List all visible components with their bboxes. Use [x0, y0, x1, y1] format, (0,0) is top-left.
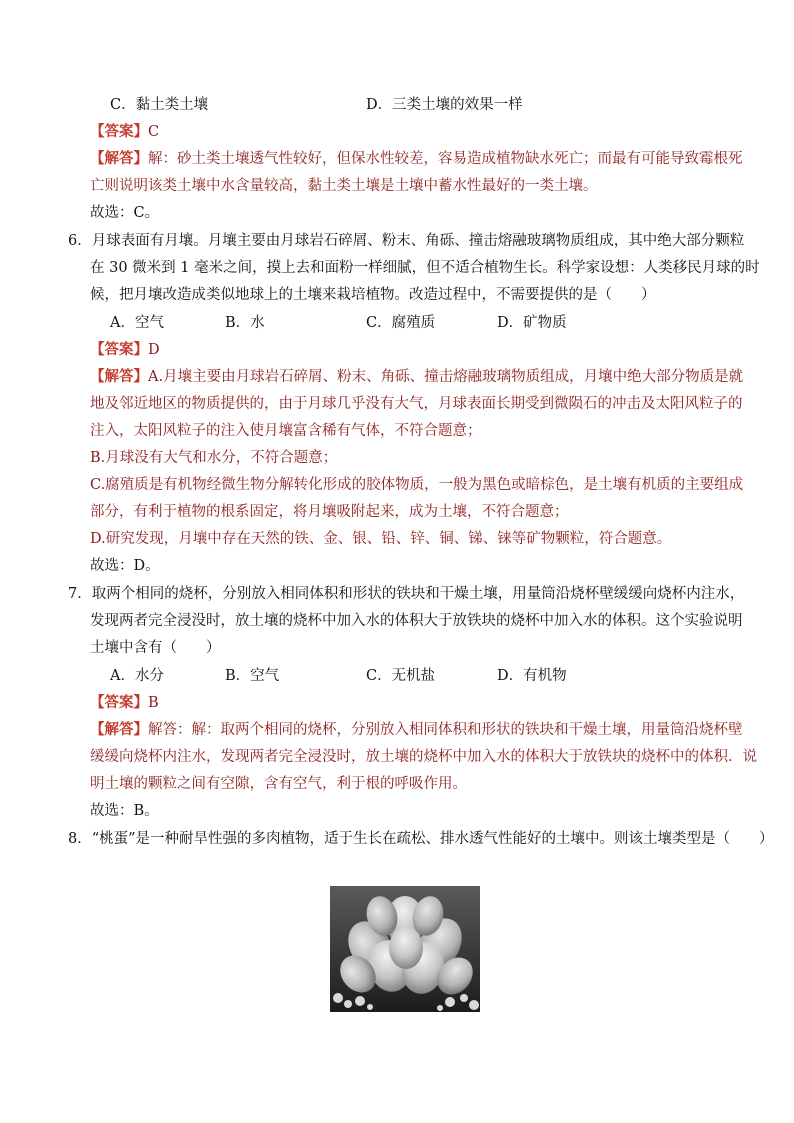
q8-stem-line-1: 8．“桃蛋”是一种耐旱性强的多肉植物，适于生长在疏松、排水透气性能好的土壤中。则该土壤类型是（ ） [68, 831, 774, 847]
q7-option-a: A．水分 [110, 668, 164, 684]
q5-option-c: C．黏土类土壤 [110, 97, 209, 113]
q5-option-d: D．三类土壤的效果一样 [366, 97, 523, 113]
q7-answer-line [90, 693, 159, 713]
answer-value: B [148, 695, 159, 711]
q7-stem-line-2: 发现两者完全浸没时，放土壤的烧杯中加入水的体积大于放铁块的烧杯中加入水的体积。这个实验说明 [90, 613, 743, 629]
q7-option-d: D．有机物 [497, 668, 567, 684]
q6-explanation-line-7: D.研究发现，月壤中存在天然的铁、金、银、铅、锌、铜、锑、铼等矿物颗粒，符合题意。 [90, 531, 672, 547]
q7-stem-line-3: 土壤中含有（ ） [90, 640, 221, 656]
q7-conclusion: 故选：B。 [90, 803, 159, 819]
q6-explanation-line-1: 【解答】A.月壤主要由月球岩石碎屑、粉末、角砾、撞击熔融玻璃物质组成，月壤中绝大部分物质是就 [90, 368, 744, 385]
explanation-tag: 【解答】 [90, 150, 148, 167]
q6-conclusion: 故选：D。 [90, 558, 160, 574]
q6-stem-line-1: 6．月球表面有月壤。月壤主要由月球岩石碎屑、粉末、角砾、撞击熔融玻璃物质组成，其中绝大部分颗粒 [68, 233, 745, 249]
answer-tag: 【答案】 [90, 123, 148, 140]
q7-option-b: B．空气 [225, 668, 280, 684]
answer-tag: 【答案】 [90, 341, 148, 358]
q5-explanation-line-1: 【解答】解：砂土类土壤透气性较好，但保水性较差，容易造成植物缺水死亡；而最有可能导致霉根死 [90, 150, 743, 167]
q7-explanation-line-2: 缓缓向烧杯内注水，发现两者完全浸没时，放土壤的烧杯中加入水的体积大于放铁块的烧杯中的体积．说 [90, 749, 757, 765]
q5-answer-line [90, 122, 159, 142]
answer-tag: 【答案】 [90, 694, 148, 711]
q5-explanation-line-2: 亡则说明该类土壤中水含量较高，黏土类土壤是土壤中蓄水性最好的一类土壤。 [90, 178, 598, 194]
q6-option-a: A．空气 [110, 315, 164, 331]
q6-explanation-line-6: 部分，有利于植物的根系固定，将月壤吸附起来，成为土壤，不符合题意； [90, 504, 569, 520]
succulent-plant-icon [330, 886, 480, 1012]
q6-explanation-line-5: C.腐殖质是有机物经微生物分解转化形成的胶体物质，一般为黑色或暗棕色，是土壤有机质的主要组成 [90, 477, 744, 493]
q6-explanation-line-2: 地及邻近地区的物质提供的，由于月球几乎没有大气，月球表面长期受到微陨石的冲击及太阳风粒子的 [90, 396, 743, 412]
q5-conclusion: 故选：C。 [90, 205, 160, 221]
explanation-tag: 【解答】 [90, 368, 148, 385]
answer-value: C [148, 124, 160, 140]
q7-explanation-line-1: 【解答】解答：解：取两个相同的烧杯，分别放入相同体积和形状的铁块和干燥土壤，用量筒沿烧杯壁 [90, 721, 743, 738]
explanation-tag: 【解答】 [90, 721, 148, 738]
q7-stem-line-1: 7．取两个相同的烧杯，分别放入相同体积和形状的铁块和干燥土壤，用量筒沿烧杯壁缓缓向烧杯内注水， [68, 586, 745, 602]
q6-option-b: B．水 [225, 315, 265, 331]
q6-answer-line [90, 340, 160, 360]
q6-stem-line-2: 在 30 微米到 1 毫米之间，摸上去和面粉一样细腻，但不适合植物生长。科学家设想：人类移民月球的时 [90, 260, 760, 276]
q7-option-c: C．无机盐 [366, 668, 436, 684]
succulent-plant-image [330, 886, 480, 1012]
q6-stem-line-3: 候，把月壤改造成类似地球上的土壤来栽培植物。改造过程中，不需要提供的是（ ） [90, 287, 656, 303]
q6-explanation-line-3: 注入，太阳风粒子的注入使月壤富含稀有气体，不符合题意； [90, 423, 482, 439]
q7-explanation-line-3: 明土壤的颗粒之间有空隙，含有空气，利于根的呼吸作用。 [90, 776, 467, 792]
q6-explanation-line-4: B.月球没有大气和水分，不符合题意； [90, 450, 338, 466]
answer-value: D [148, 342, 160, 358]
q6-option-c: C．腐殖质 [366, 315, 436, 331]
q6-option-d: D．矿物质 [497, 315, 567, 331]
